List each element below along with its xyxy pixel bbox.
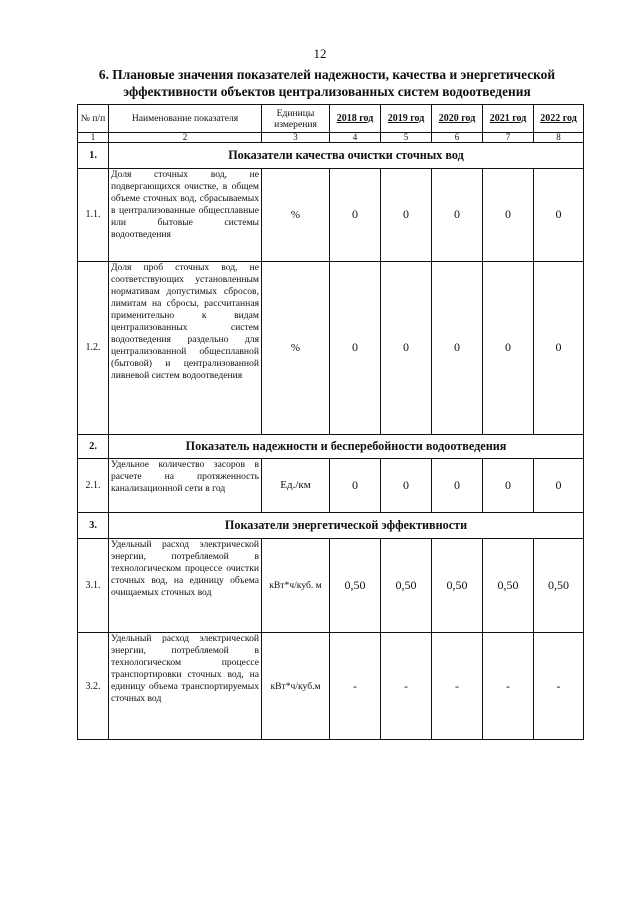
value-2020: 0,50 bbox=[432, 538, 483, 632]
table-row bbox=[78, 458, 584, 512]
value-2018: - bbox=[330, 633, 381, 740]
value-2020: - bbox=[432, 633, 483, 740]
value-2021: 0 bbox=[483, 169, 534, 261]
value-2019: - bbox=[381, 633, 432, 740]
indicator-name: Удельный расход электрической энергии, потребляемой в технологическом процессе очистки сточных вод, на единицу объема очищаемых сточных вод bbox=[109, 538, 262, 632]
value-2021: 0 bbox=[483, 458, 534, 512]
indicator-unit: % bbox=[262, 169, 330, 261]
row-number: 1.2. bbox=[78, 261, 109, 434]
header-unit: Единицы измерения bbox=[262, 105, 330, 133]
table-row bbox=[78, 169, 584, 261]
indicators-table bbox=[77, 104, 584, 740]
column-number: 4 bbox=[330, 133, 381, 143]
column-number: 5 bbox=[381, 133, 432, 143]
indicator-unit: кВт*ч/куб. м bbox=[262, 538, 330, 632]
value-2019: 0 bbox=[381, 458, 432, 512]
indicator-unit: % bbox=[262, 261, 330, 434]
section-row bbox=[78, 434, 584, 458]
header-year-2021: 2021 год bbox=[483, 105, 534, 133]
document-title: 6. Плановые значения показателей надежности, качества и энергетической эффективности объектов централизованных систем водоотведения bbox=[98, 67, 556, 99]
section-number: 1. bbox=[78, 143, 109, 169]
indicator-unit: Ед./км bbox=[262, 458, 330, 512]
value-2021: - bbox=[483, 633, 534, 740]
value-2022: 0 bbox=[534, 169, 584, 261]
table-row bbox=[78, 633, 584, 740]
value-2018: 0,50 bbox=[330, 538, 381, 632]
indicator-name: Доля сточных вод, не подвергающихся очистке, в общем объеме сточных вод, сбрасываемых в централизованные общесплавные или бытовые системы водоотведения bbox=[109, 169, 262, 261]
section-number: 2. bbox=[78, 434, 109, 458]
value-2019: 0 bbox=[381, 261, 432, 434]
value-2020: 0 bbox=[432, 458, 483, 512]
section-title: Показатель надежности и бесперебойности водоотведения bbox=[109, 434, 584, 458]
column-number: 8 bbox=[534, 133, 584, 143]
table-row bbox=[78, 261, 584, 434]
value-2020: 0 bbox=[432, 261, 483, 434]
value-2019: 0 bbox=[381, 169, 432, 261]
header-year-2022: 2022 год bbox=[534, 105, 584, 133]
indicator-name: Удельный расход электрической энергии, потребляемой в технологическом процессе транспортировки сточных вод, на единицу объема транспортируемых сточных вод bbox=[109, 633, 262, 740]
section-row bbox=[78, 143, 584, 169]
header-num: № п/п bbox=[78, 105, 109, 133]
header-year-2019: 2019 год bbox=[381, 105, 432, 133]
section-row bbox=[78, 512, 584, 538]
column-number: 1 bbox=[78, 133, 109, 143]
value-2022: 0,50 bbox=[534, 538, 584, 632]
section-title: Показатели качества очистки сточных вод bbox=[109, 143, 584, 169]
indicator-name: Доля проб сточных вод, не соответствующих установленным нормативам допустимых сбросов, лимитам на сбросы, рассчитанная применительно к видам централизованных систем водоотведения раздельно для централизованной общесплавной (бытовой) и централизованной ливневой систем водоотведения bbox=[109, 261, 262, 434]
indicator-name: Удельное количество засоров в расчете на протяженность канализационной сети в год bbox=[109, 458, 262, 512]
column-number: 6 bbox=[432, 133, 483, 143]
value-2018: 0 bbox=[330, 169, 381, 261]
page-number: 12 bbox=[313, 46, 327, 61]
value-2018: 0 bbox=[330, 261, 381, 434]
value-2020: 0 bbox=[432, 169, 483, 261]
value-2021: 0 bbox=[483, 261, 534, 434]
indicator-unit: кВт*ч/куб.м bbox=[262, 633, 330, 740]
value-2019: 0,50 bbox=[381, 538, 432, 632]
header-year-2020: 2020 год bbox=[432, 105, 483, 133]
table-row bbox=[78, 538, 584, 632]
header-year-2018: 2018 год bbox=[330, 105, 381, 133]
row-number: 2.1. bbox=[78, 458, 109, 512]
row-number: 1.1. bbox=[78, 169, 109, 261]
header-name: Наименование показателя bbox=[109, 105, 262, 133]
table-header-row bbox=[78, 105, 584, 133]
value-2018: 0 bbox=[330, 458, 381, 512]
column-number-row bbox=[78, 133, 584, 143]
section-title: Показатели энергетической эффективности bbox=[109, 512, 584, 538]
section-number: 3. bbox=[78, 512, 109, 538]
value-2021: 0,50 bbox=[483, 538, 534, 632]
value-2022: - bbox=[534, 633, 584, 740]
row-number: 3.1. bbox=[78, 538, 109, 632]
column-number: 3 bbox=[262, 133, 330, 143]
row-number: 3.2. bbox=[78, 633, 109, 740]
value-2022: 0 bbox=[534, 458, 584, 512]
column-number: 7 bbox=[483, 133, 534, 143]
value-2022: 0 bbox=[534, 261, 584, 434]
column-number: 2 bbox=[109, 133, 262, 143]
